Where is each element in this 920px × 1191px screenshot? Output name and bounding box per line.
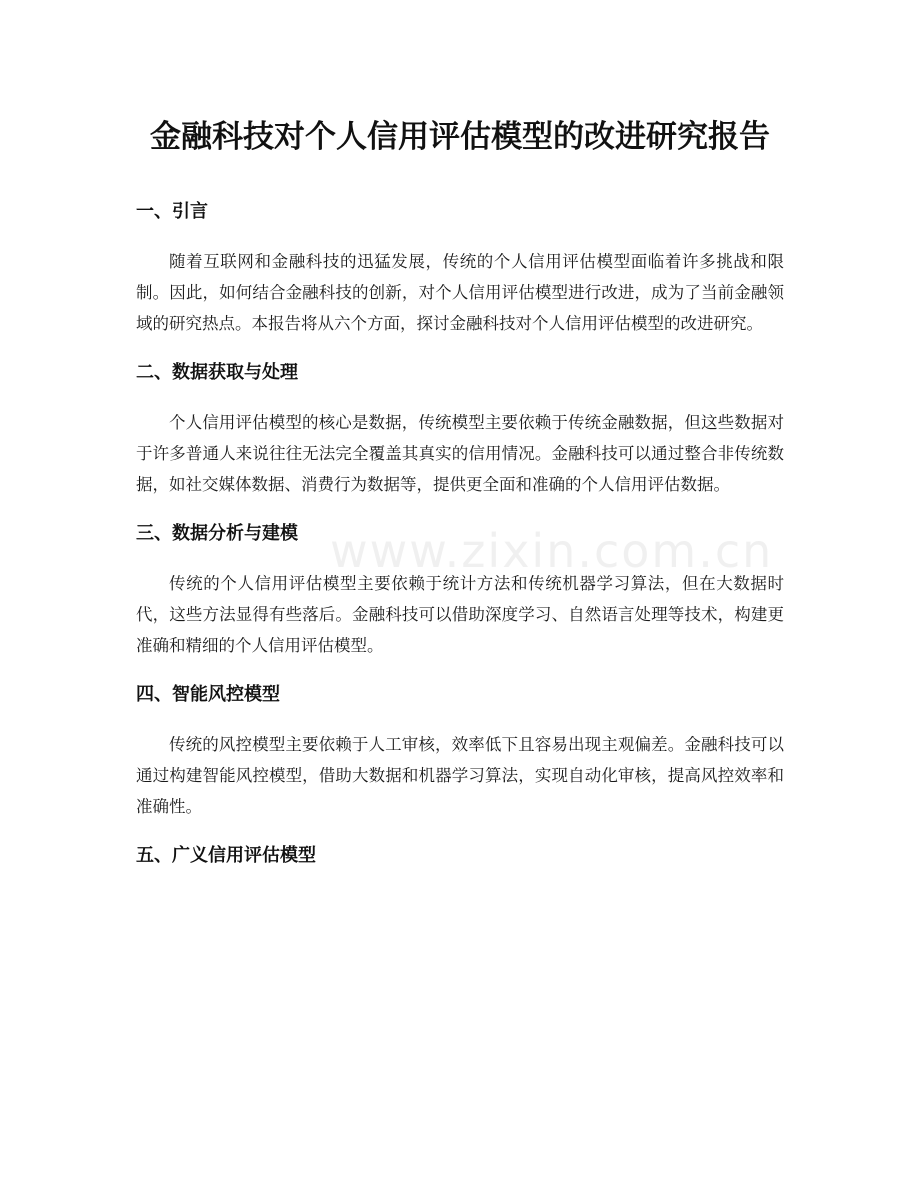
section-heading: 三、数据分析与建模 [136, 523, 298, 544]
document-title: 金融科技对个人信用评估模型的改进研究报告 [150, 119, 770, 155]
section-heading: 一、引言 [136, 201, 208, 222]
section-introduction [136, 200, 784, 339]
section-smart-risk-control [136, 683, 784, 822]
section-heading: 五、广义信用评估模型 [136, 845, 316, 866]
section-heading: 二、数据获取与处理 [136, 362, 298, 383]
section-paragraph: 传统的风控模型主要依赖于人工审核，效率低下且容易出现主观偏差。金融科技可以通过构建智能风控模型，借助大数据和机器学习算法，实现自动化审核，提高风控效率和准确性。 [136, 735, 784, 816]
section-paragraph: 传统的个人信用评估模型主要依赖于统计方法和传统机器学习算法，但在大数据时代，这些方法显得有些落后。金融科技可以借助深度学习、自然语言处理等技术，构建更准确和精细的个人信用评估模型。 [136, 574, 784, 655]
section-heading: 四、智能风控模型 [136, 684, 280, 705]
section-paragraph: 个人信用评估模型的核心是数据，传统模型主要依赖于传统金融数据，但这些数据对于许多普通人来说往往无法完全覆盖其真实的信用情况。金融科技可以通过整合非传统数据，如社交媒体数据、消费行为数据等，提供更全面和准确的个人信用评估数据。 [136, 413, 784, 494]
section-data-analysis [136, 522, 784, 661]
section-paragraph: 随着互联网和金融科技的迅猛发展，传统的个人信用评估模型面临着许多挑战和限制。因此，如何结合金融科技的创新，对个人信用评估模型进行改进，成为了当前金融领域的研究热点。本报告将从六个方面，探讨金融科技对个人信用评估模型的改进研究。 [136, 252, 784, 333]
section-data-acquisition [136, 361, 784, 500]
watermark-text: www.zixin.com.cn [330, 524, 774, 578]
section-generalized-credit-model [136, 844, 784, 868]
